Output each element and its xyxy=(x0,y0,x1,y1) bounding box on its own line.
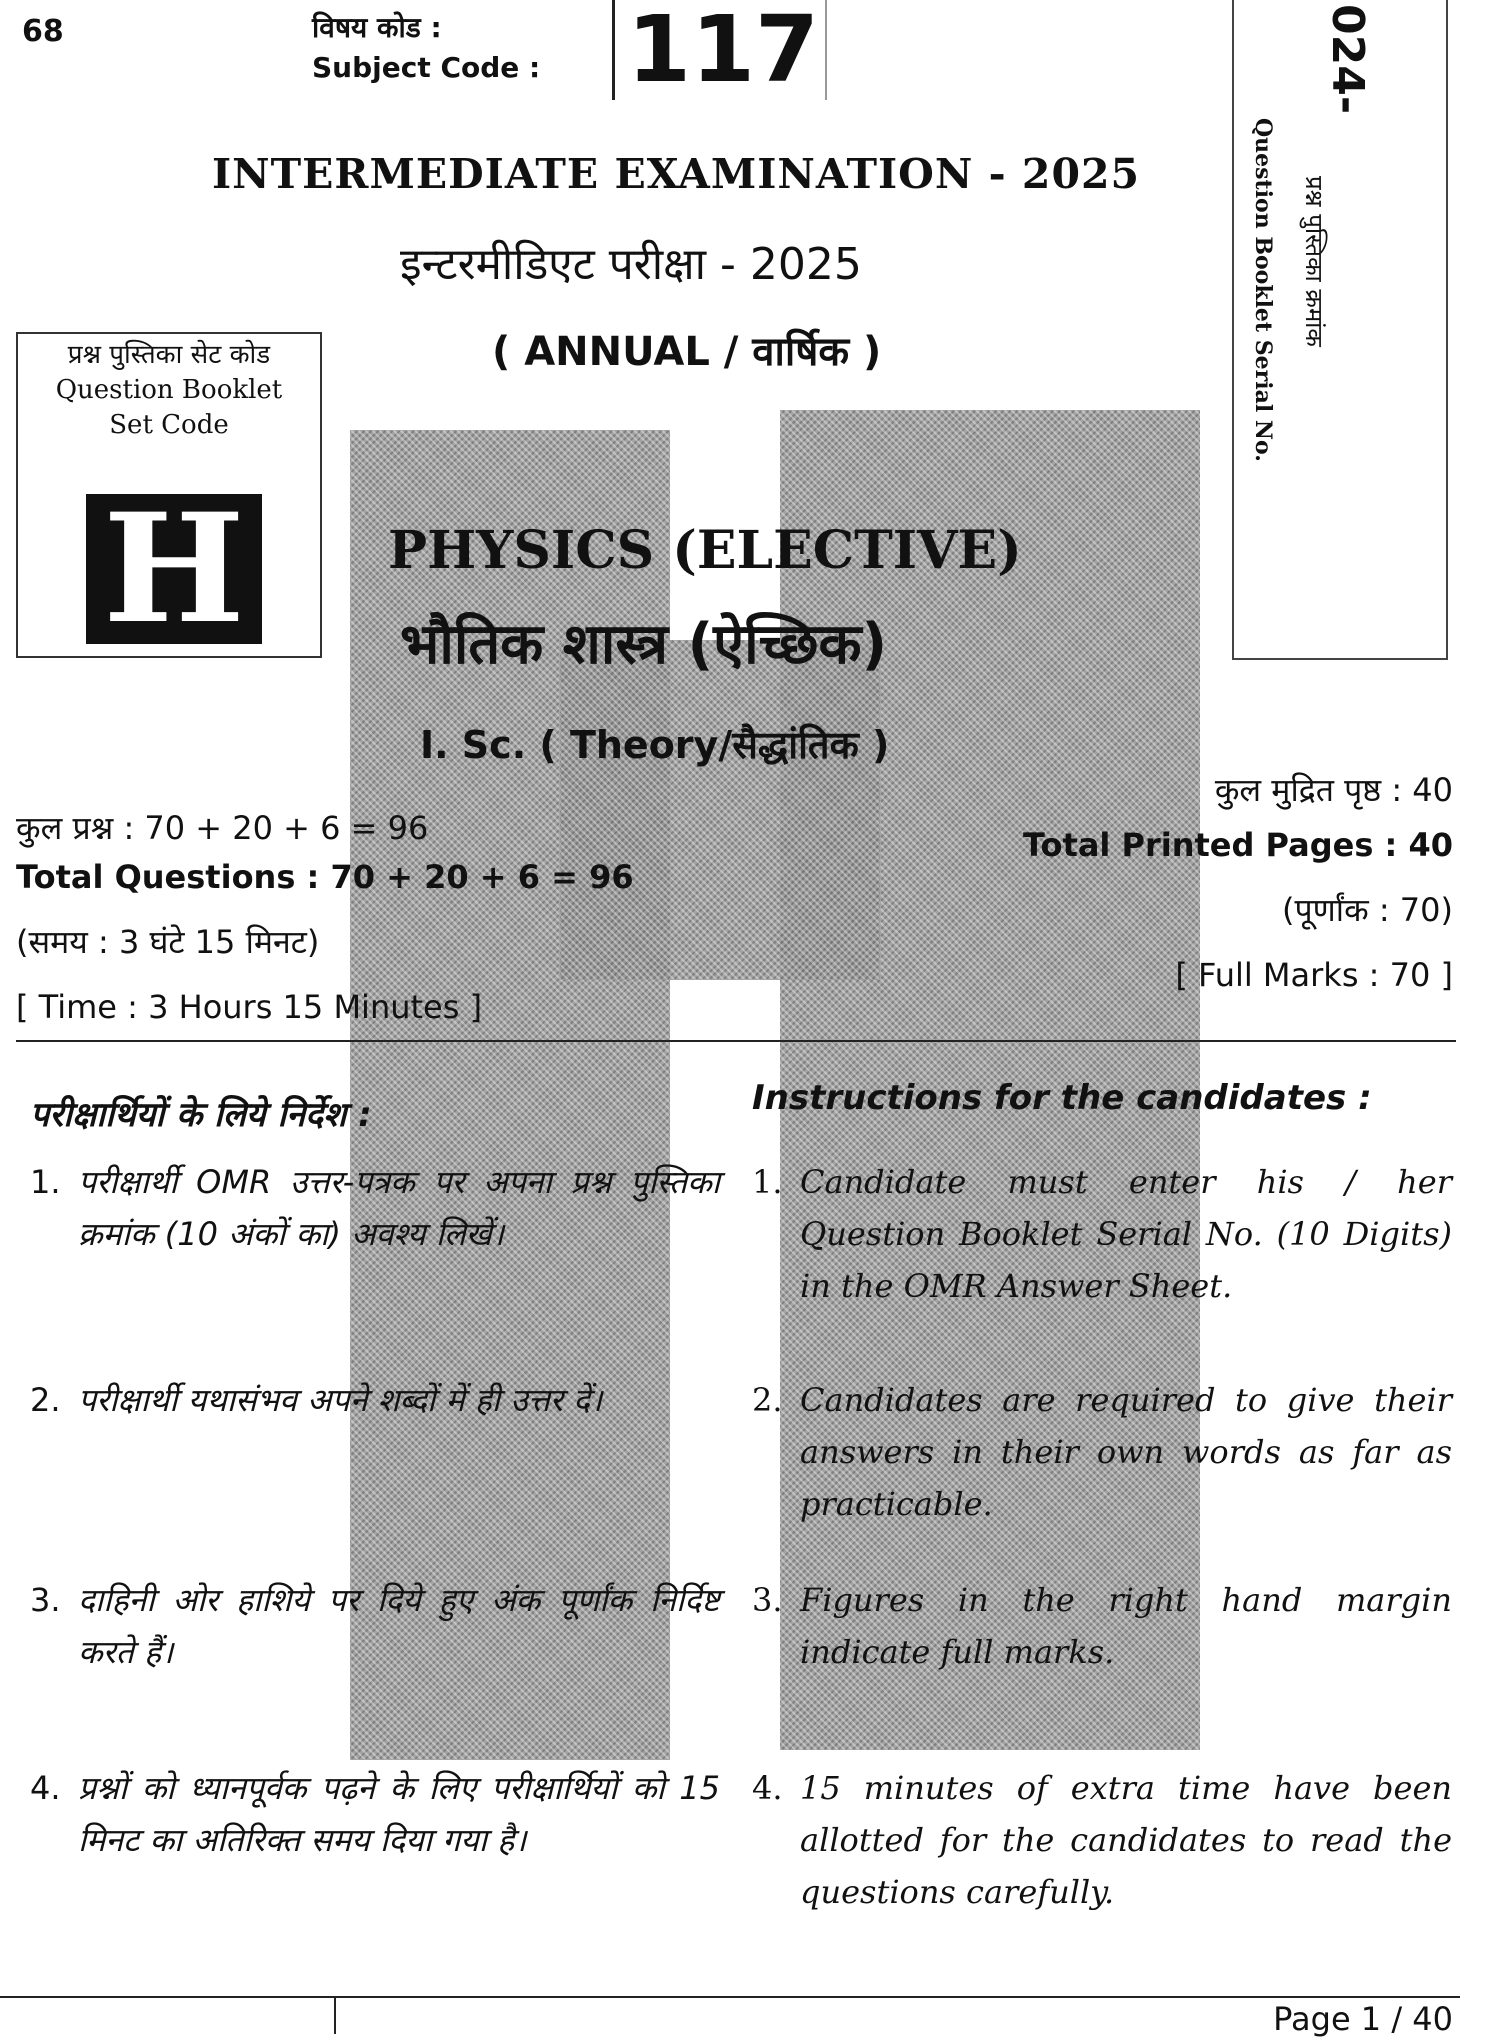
subject-stream: I. Sc. ( Theory/सैद्धांतिक ) xyxy=(420,723,890,767)
set-code-label-en-1: Question Booklet xyxy=(55,375,283,405)
exam-session: ( ANNUAL / वार्षिक ) xyxy=(492,329,882,375)
instruction-text: प्रश्नों को ध्यानपूर्वक पढ़ने के लिए परीक्षार्थियों को 15 मिनट का अतिरिक्त समय दिया गया है। xyxy=(78,1769,720,1859)
instruction-number: 3. xyxy=(752,1581,783,1619)
instruction-text: Candidate must enter his / her Question Booklet Serial No. (10 Digits) in the OMR Answer Sheet. xyxy=(800,1163,1452,1305)
subject-name-hi: भौतिक शास्त्र (ऐच्छिक) xyxy=(400,612,888,677)
footer-divider xyxy=(0,1996,1460,1998)
instruction-text: परीक्षार्थी यथासंभव अपने शब्दों में ही उत्तर दें। xyxy=(78,1381,603,1419)
total-questions-en: Total Questions : 70 + 20 + 6 = 96 xyxy=(16,858,634,896)
footer-box-edge xyxy=(334,1996,336,2034)
instruction-text: दाहिनी ओर हाशिये पर दिये हुए अंक पूर्णांक निर्दिष्ट करते हैं। xyxy=(78,1581,720,1671)
page-of-total: Page 1 / 40 xyxy=(1273,2000,1453,2038)
subject-code-label xyxy=(312,8,540,88)
instruction-number: 2. xyxy=(752,1381,783,1419)
instruction-item-en xyxy=(752,1374,1452,1574)
serial-label-hi: प्रश्न पुस्तिका क्रमांक xyxy=(1300,176,1328,347)
time-hi: (समय : 3 घंटे 15 मिनट) xyxy=(16,923,320,961)
instructions-list-hi xyxy=(30,1156,720,1866)
instruction-text: Candidates are required to give their answers in their own words as far as practicable. xyxy=(800,1381,1452,1523)
instruction-item-hi xyxy=(30,1156,720,1374)
serial-number-box xyxy=(1232,0,1448,660)
instruction-item-en xyxy=(752,1762,1452,1918)
full-marks-hi: (पूर्णांक : 70) xyxy=(1282,891,1453,929)
total-questions-hi: कुल प्रश्न : 70 + 20 + 6 = 96 xyxy=(16,809,429,847)
instruction-item-hi xyxy=(30,1762,720,1866)
instruction-text: 15 minutes of extra time have been allotted for the candidates to read the questions carefully. xyxy=(800,1769,1452,1911)
serial-label-en: Question Booklet Serial No. xyxy=(1250,118,1276,462)
page-number: 68 xyxy=(22,14,64,49)
header-divider xyxy=(16,1040,1456,1042)
instruction-item-hi xyxy=(30,1374,720,1574)
instruction-text: Figures in the right hand margin indicate full marks. xyxy=(800,1581,1452,1671)
instruction-number: 1. xyxy=(30,1163,61,1201)
instruction-number: 4. xyxy=(752,1769,783,1807)
subject-code-value: 117 xyxy=(627,0,820,103)
instruction-text: परीक्षार्थी OMR उत्तर-पत्रक पर अपना प्रश्न पुस्तिका क्रमांक (10 अंकों का) अवश्य लिखें। xyxy=(78,1163,720,1253)
set-code-value: H xyxy=(86,494,262,644)
subject-code-box xyxy=(612,0,827,103)
exam-title-hi: इन्टरमीडिएट परीक्षा - 2025 xyxy=(400,239,862,290)
instruction-number: 1. xyxy=(752,1163,783,1201)
instructions-heading-hi: परीक्षार्थियों के लिये निर्देश : xyxy=(30,1095,372,1135)
instruction-item-en xyxy=(752,1156,1452,1374)
instructions-heading-en: Instructions for the candidates : xyxy=(752,1078,1372,1118)
instruction-number: 4. xyxy=(30,1769,61,1807)
set-code-box xyxy=(16,332,322,658)
full-marks-en: [ Full Marks : 70 ] xyxy=(1175,956,1453,994)
watermark-h-gap xyxy=(565,660,880,950)
instructions-list-en xyxy=(752,1156,1452,1918)
printed-pages-hi: कुल मुद्रित पृष्ठ : 40 xyxy=(1214,771,1453,809)
exam-title-en: INTERMEDIATE EXAMINATION - 2025 xyxy=(212,150,1141,198)
instruction-number: 2. xyxy=(30,1381,61,1419)
subject-code-label-hi: विषय कोड : xyxy=(312,11,442,44)
subject-code-label-en: Subject Code : xyxy=(312,51,541,84)
subject-name-en: PHYSICS (ELECTIVE) xyxy=(388,520,1022,581)
printed-pages-en: Total Printed Pages : 40 xyxy=(1022,826,1453,864)
time-en: [ Time : 3 Hours 15 Minutes ] xyxy=(16,988,483,1026)
instruction-number: 3. xyxy=(30,1581,61,1619)
set-code-label-hi: प्रश्न पुस्तिका सेट कोड xyxy=(67,340,271,370)
serial-tab-number: 024- xyxy=(1322,4,1373,115)
instruction-item-en xyxy=(752,1574,1452,1762)
instruction-item-hi xyxy=(30,1574,720,1762)
set-code-label-en-2: Set Code xyxy=(109,410,229,440)
